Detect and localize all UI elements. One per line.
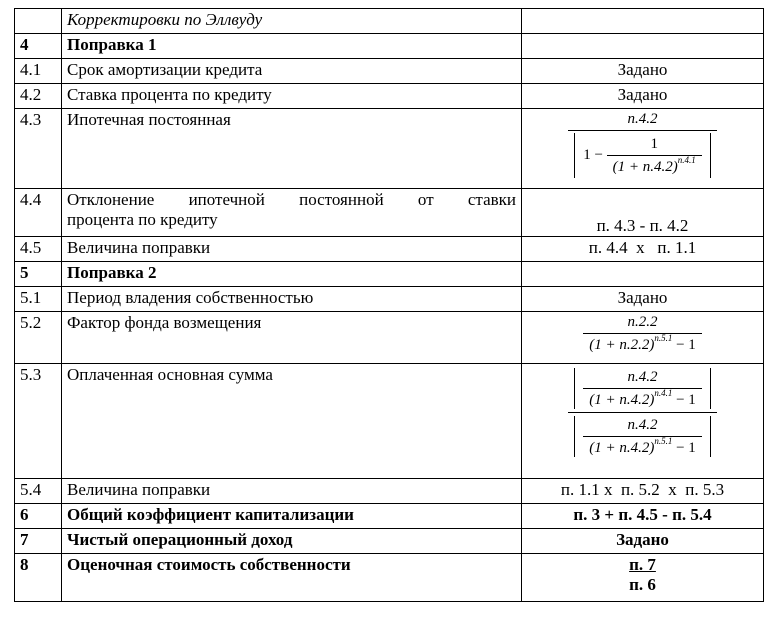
row-number: 7 [15, 529, 62, 554]
row-number: 4.4 [15, 189, 62, 237]
table-row [15, 287, 764, 312]
row-label: Фактор фонда возмещения [62, 312, 522, 364]
section-title: Поправка 2 [62, 262, 522, 287]
row-label [62, 189, 522, 237]
section-5-row [15, 262, 764, 287]
formula-tail: − 1 [676, 337, 696, 353]
row-label-line-2: процента по кредиту [67, 210, 218, 229]
value-denominator: п. 6 [629, 575, 656, 594]
formula-exponent: n.5.1 [654, 333, 673, 343]
formula-bottom-tail: − 1 [676, 440, 696, 456]
formula-sinking-fund [522, 312, 764, 364]
formula-inner-numerator: 1 [607, 135, 702, 156]
formula-minus: 1 − [583, 146, 603, 163]
formula-numerator: n.4.2 [568, 110, 717, 131]
row-number: 4.3 [15, 109, 62, 189]
row-label: Величина поправки [62, 479, 522, 504]
row-number: 4.5 [15, 237, 62, 262]
row-value: Задано [522, 84, 764, 109]
table-row [15, 554, 764, 602]
row-label: Период владения собственностью [62, 287, 522, 312]
formula-exponent: n.4.1 [677, 155, 696, 165]
row-number: 5.3 [15, 364, 62, 479]
formula-top-base: (1 + n.4.2) [589, 392, 655, 408]
formula-bottom-numerator: n.4.2 [583, 416, 702, 437]
row-label: Ставка процента по кредиту [62, 84, 522, 109]
table-row [15, 84, 764, 109]
row-value: п. 4.4 х п. 1.1 [522, 237, 764, 262]
row-number: 6 [15, 504, 62, 529]
row-label: Ипотечная постоянная [62, 109, 522, 189]
row-value: п. 3 + п. 4.5 - п. 5.4 [522, 504, 764, 529]
table-row [15, 109, 764, 189]
formula-mortgage-constant [522, 109, 764, 189]
row-number: 4 [15, 34, 62, 59]
row-number: 5.2 [15, 312, 62, 364]
row-value: Задано [522, 59, 764, 84]
table-row [15, 312, 764, 364]
table-row [15, 504, 764, 529]
formula-numerator: n.2.2 [583, 313, 702, 334]
ellwood-table [14, 8, 764, 602]
section-4-row [15, 34, 764, 59]
table-row [15, 364, 764, 479]
row-number: 8 [15, 554, 62, 602]
row-number: 4.1 [15, 59, 62, 84]
row-label: Оплаченная основная сумма [62, 364, 522, 479]
section-title: Поправка 1 [62, 34, 522, 59]
row-value: Задано [522, 529, 764, 554]
row-label: Общий коэффициент капитализации [62, 504, 522, 529]
table-row [15, 479, 764, 504]
row-value [522, 554, 764, 602]
table-row [15, 529, 764, 554]
row-number: 5.4 [15, 479, 62, 504]
row-number: 5 [15, 262, 62, 287]
table-title: Корректировки по Эллвуду [62, 9, 522, 34]
formula-top-tail: − 1 [676, 392, 696, 408]
row-value: п. 4.3 - п. 4.2 [522, 189, 764, 237]
formula-bottom-exponent: n.5.1 [654, 436, 673, 446]
table-row [15, 189, 764, 237]
row-label: Чистый операционный доход [62, 529, 522, 554]
row-label: Срок амортизации кредита [62, 59, 522, 84]
row-label: Величина поправки [62, 237, 522, 262]
table-row [15, 59, 764, 84]
formula-top-exponent: n.4.1 [654, 388, 673, 398]
formula-bottom-base: (1 + n.4.2) [589, 440, 655, 456]
row-label: Оценочная стоимость собственности [62, 554, 522, 602]
formula-top-numerator: n.4.2 [583, 368, 702, 389]
row-value: п. 1.1 х п. 5.2 х п. 5.3 [522, 479, 764, 504]
row-number: 4.2 [15, 84, 62, 109]
value-numerator: п. 7 [629, 555, 656, 574]
header-row [15, 9, 764, 34]
formula-base: (1 + n.4.2) [612, 159, 678, 175]
row-label-line-1: Отклонение ипотечной постоянной от ставки [67, 190, 516, 209]
formula-base: (1 + n.2.2) [589, 337, 655, 353]
row-number: 5.1 [15, 287, 62, 312]
formula-principal-paid [522, 364, 764, 479]
row-value: Задано [522, 287, 764, 312]
table-row [15, 237, 764, 262]
